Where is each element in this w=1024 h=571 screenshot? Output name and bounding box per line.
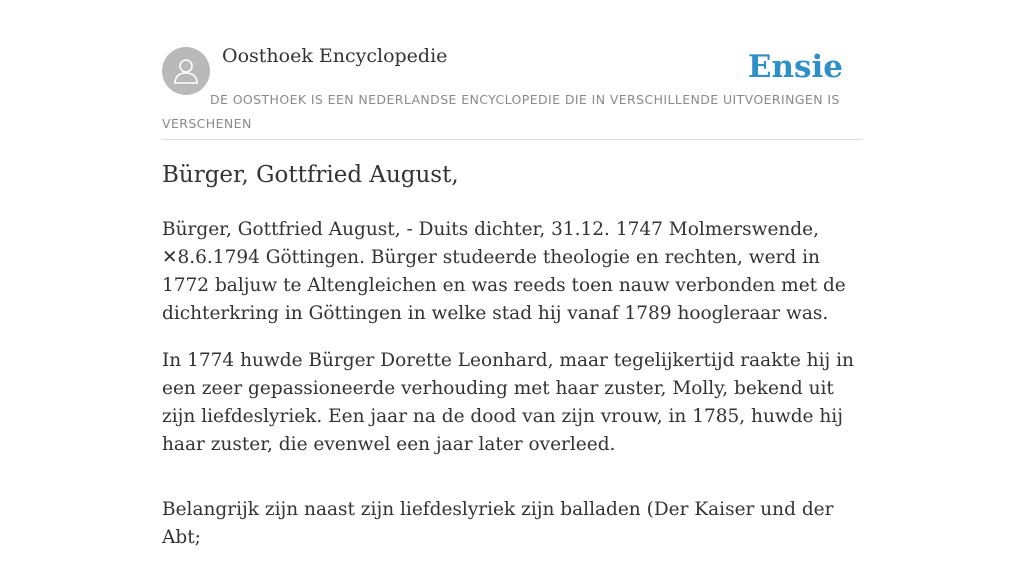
site-tagline: DE OOSTHOEK IS EEN NEDERLANDSE ENCYCLOPEDIE DIE IN VERSCHILLENDE UITVOERINGEN IS VERSCHENEN [162,92,840,131]
article-body [162,216,862,571]
header-divider [162,139,862,140]
user-silhouette-icon [171,56,201,86]
brand-logo-link[interactable]: Ensie [747,49,843,85]
site-name-link[interactable]: Oosthoek Encyclopedie [222,45,448,67]
article-paragraph: Belangrijk zijn naast zijn liefdeslyriek zijn balladen (Der Kaiser und der Abt; [162,499,834,548]
article-title: Bürger, Gottfried August, [162,162,459,188]
article-paragraph: Bürger, Gottfried August, - Duits dichter, 31.12. 1747 Molmerswende, ✕8.6.1794 Göttingen. Bürger studeerde theologie en rechten, werd in 1772 baljuw te Altengleichen en was reeds toen nauw verbonden met de dichterkring in Göttingen in welke stad hij vanaf 1789 hoogleraar was. [162,219,846,324]
article-paragraph: In 1774 huwde Bürger Dorette Leonhard, maar tegelijkertijd raakte hij in een zeer gepassioneerde verhouding met haar zuster, Molly, bekend uit zijn liefdeslyriek. Een jaar na de dood van zijn vrouw, in 1785, huwde hij haar zuster, die evenwel een jaar later overleed. [162,350,854,455]
